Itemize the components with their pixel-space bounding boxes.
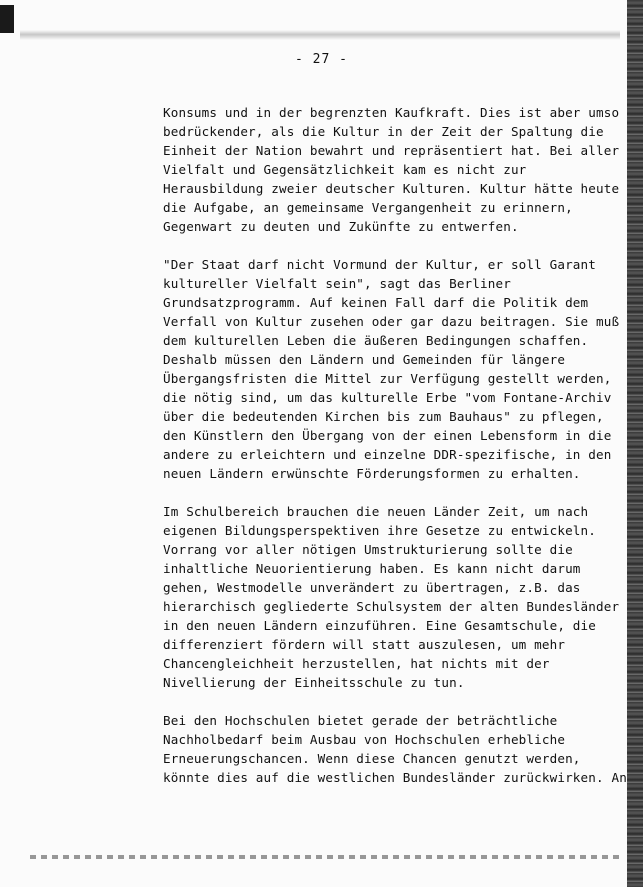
text-line: Vielfalt und Gegensätzlichkeit kam es nicht zur — [163, 162, 527, 177]
text-line: hierarchisch gegliederte Schulsystem der alten Bundesländer — [163, 599, 620, 614]
page-number: - 27 - — [295, 52, 348, 67]
text-line: Verfall von Kultur zusehen oder gar dazu beitragen. Sie muß — [163, 314, 620, 329]
text-line: Erneuerungschancen. Wenn diese Chancen genutzt werden, — [163, 751, 581, 766]
paragraph-1 — [163, 103, 619, 236]
text-line: Konsums und in der begrenzten Kaufkraft. Dies ist aber umso — [163, 105, 620, 120]
text-line: Einheit der Nation bewahrt und repräsentiert hat. Bei aller — [163, 143, 620, 158]
text-line: eigenen Bildungsperspektiven ihre Gesetze zu entwickeln. — [163, 523, 596, 538]
text-line: dem kulturellen Leben die äußeren Bedingungen schaffen. — [163, 333, 589, 348]
paragraph-4 — [163, 711, 627, 787]
text-line: Vorrang vor aller nötigen Umstrukturierung sollte die — [163, 542, 573, 557]
text-line: bedrückender, als die Kultur in der Zeit der Spaltung die — [163, 124, 604, 139]
text-line: Herausbildung zweier deutscher Kulturen. Kultur hätte heute — [163, 181, 620, 196]
text-line: Nivellierung der Einheitsschule zu tun. — [163, 675, 465, 690]
paragraph-2 — [163, 255, 619, 483]
scan-artifact-right-edge — [627, 0, 643, 887]
text-line: differenziert fördern will statt auszulesen, um mehr — [163, 637, 566, 652]
text-line: andere zu erleichtern und einzelne DDR-spezifische, in den — [163, 447, 612, 462]
text-line: Deshalb müssen den Ländern und Gemeinden für längere — [163, 352, 566, 367]
text-line: neuen Ländern erwünschte Förderungsformen zu erhalten. — [163, 466, 581, 481]
paragraph-3 — [163, 502, 619, 692]
text-line: den Künstlern den Übergang von der einen Lebensform in die — [163, 428, 612, 443]
text-line: Chancengleichheit herzustellen, hat nichts mit der — [163, 656, 550, 671]
body-text — [163, 103, 627, 806]
text-line: könnte dies auf die westlichen Bundesländer zurückwirken. An — [163, 770, 627, 785]
text-line: Grundsatzprogramm. Auf keinen Fall darf die Politik dem — [163, 295, 589, 310]
text-line: die nötig sind, um das kulturelle Erbe "vom Fontane-Archiv — [163, 390, 612, 405]
scan-artifact-bottom-edge — [30, 855, 620, 859]
text-line: in den neuen Ländern einzuführen. Eine Gesamtschule, die — [163, 618, 596, 633]
text-line: über die bedeutenden Kirchen bis zum Bauhaus" zu pflegen, — [163, 409, 604, 424]
text-line: Nachholbedarf beim Ausbau von Hochschulen erhebliche — [163, 732, 566, 747]
scan-artifact-corner — [0, 5, 14, 33]
text-line: gehen, Westmodelle unverändert zu übertragen, z.B. das — [163, 580, 581, 595]
text-line: Im Schulbereich brauchen die neuen Länder Zeit, um nach — [163, 504, 589, 519]
text-line: kultureller Vielfalt sein", sagt das Berliner — [163, 276, 511, 291]
text-line: Übergangsfristen die Mittel zur Verfügung gestellt werden, — [163, 371, 612, 386]
text-line: die Aufgabe, an gemeinsame Vergangenheit zu erinnern, — [163, 200, 573, 215]
text-line: Bei den Hochschulen bietet gerade der beträchtliche — [163, 713, 558, 728]
scan-artifact-top-edge — [20, 30, 620, 40]
text-line: "Der Staat darf nicht Vormund der Kultur, er soll Garant — [163, 257, 596, 272]
text-line: Gegenwart zu deuten und Zukünfte zu entwerfen. — [163, 219, 519, 234]
text-line: inhaltliche Neuorientierung haben. Es kann nicht darum — [163, 561, 581, 576]
